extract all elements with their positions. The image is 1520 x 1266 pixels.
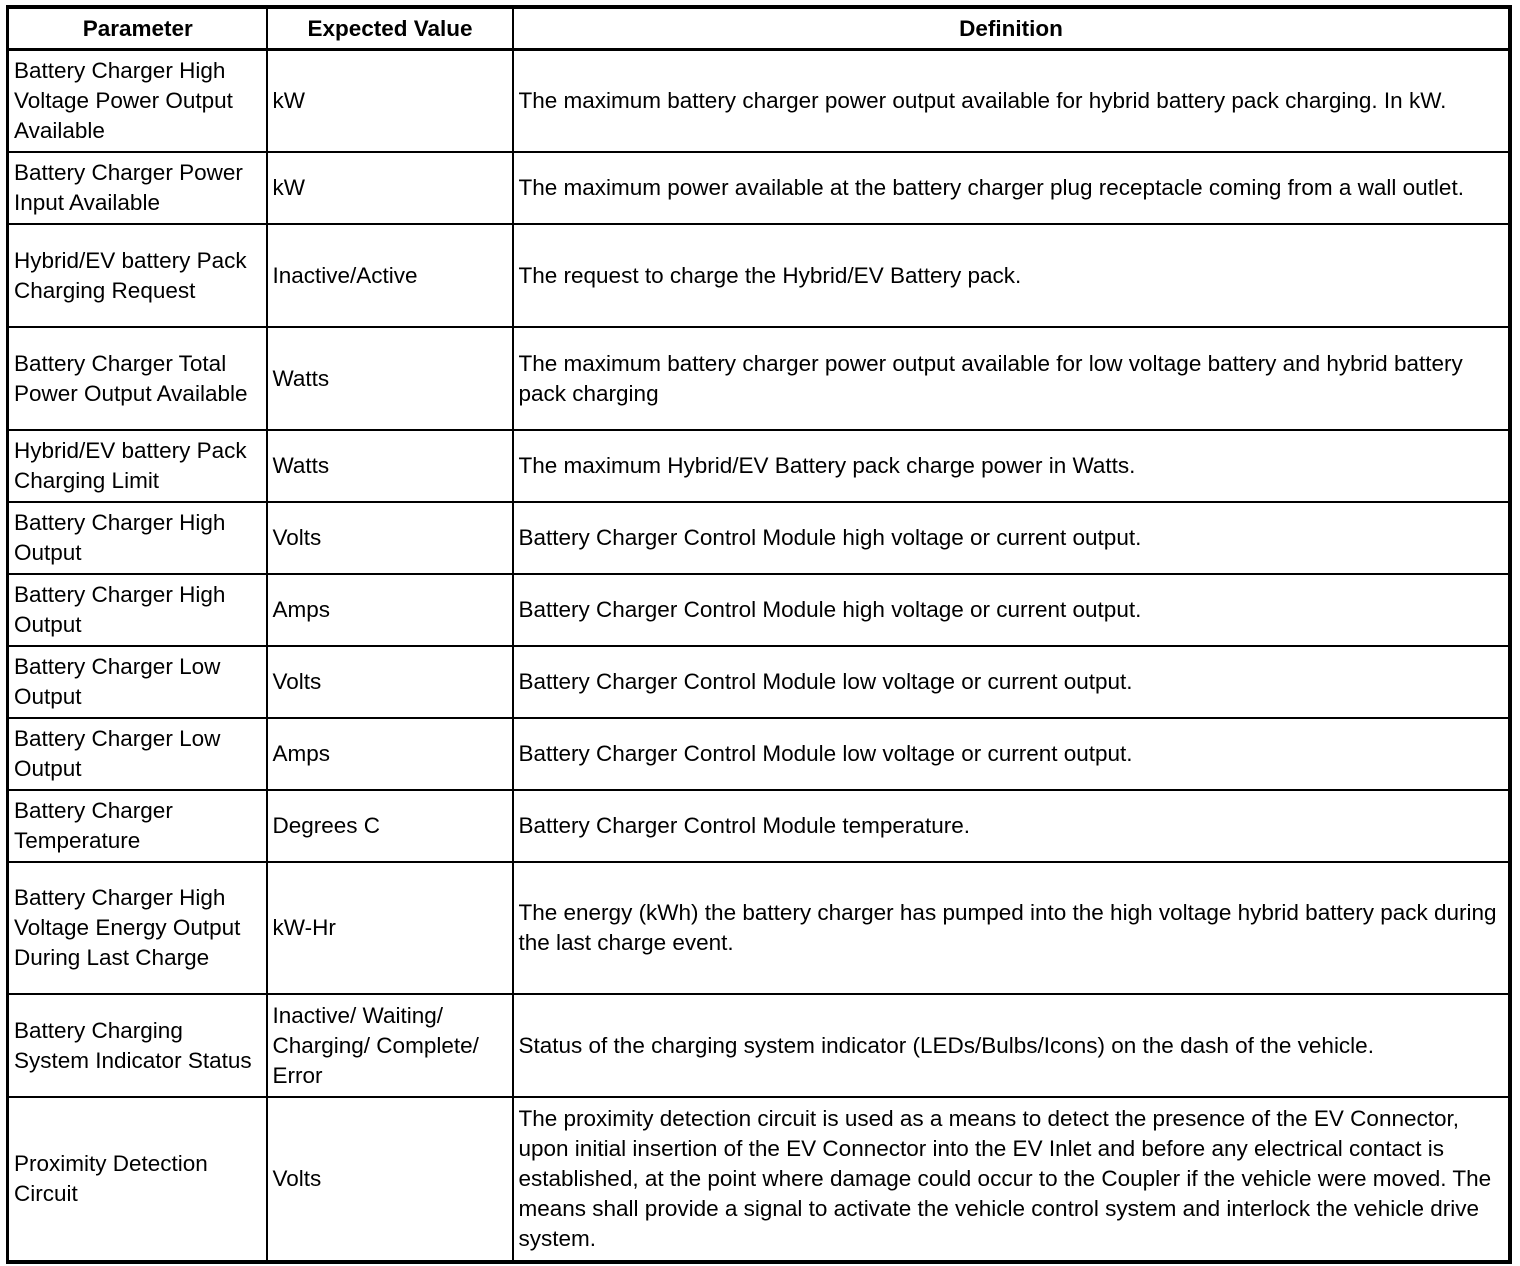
cell-expected-value: Volts: [267, 646, 513, 718]
cell-parameter: Proximity Detection Circuit: [8, 1097, 267, 1262]
cell-expected-value: Watts: [267, 430, 513, 502]
cell-parameter: Battery Charging System Indicator Status: [8, 994, 267, 1097]
table-row: [8, 994, 1510, 1097]
cell-parameter: Battery Charger High Voltage Power Output Available: [8, 50, 267, 153]
cell-expected-value: Inactive/ Waiting/ Charging/ Complete/ Error: [267, 994, 513, 1097]
table-row: [8, 646, 1510, 718]
cell-definition: Battery Charger Control Module low voltage or current output.: [513, 718, 1510, 790]
cell-parameter: Battery Charger Low Output: [8, 646, 267, 718]
cell-definition: Status of the charging system indicator (LEDs/Bulbs/Icons) on the dash of the vehicle.: [513, 994, 1510, 1097]
parameter-definition-table: [6, 5, 1512, 1264]
cell-parameter: Battery Charger Power Input Available: [8, 152, 267, 224]
cell-definition: The maximum battery charger power output available for low voltage battery and hybrid battery pack charging: [513, 327, 1510, 430]
table-row: [8, 718, 1510, 790]
cell-expected-value: Volts: [267, 502, 513, 574]
cell-expected-value: Volts: [267, 1097, 513, 1262]
cell-expected-value: kW: [267, 152, 513, 224]
cell-definition: Battery Charger Control Module high voltage or current output.: [513, 502, 1510, 574]
table-row: [8, 502, 1510, 574]
cell-expected-value: Inactive/Active: [267, 224, 513, 327]
cell-definition: Battery Charger Control Module high voltage or current output.: [513, 574, 1510, 646]
cell-expected-value: Amps: [267, 718, 513, 790]
cell-definition: Battery Charger Control Module low voltage or current output.: [513, 646, 1510, 718]
cell-parameter: Battery Charger Total Power Output Available: [8, 327, 267, 430]
cell-expected-value: Amps: [267, 574, 513, 646]
cell-parameter: Hybrid/EV battery Pack Charging Limit: [8, 430, 267, 502]
table-body: [8, 50, 1510, 1263]
table-row: [8, 50, 1510, 153]
cell-definition: The proximity detection circuit is used as a means to detect the presence of the EV Connector, upon initial insertion of the EV Connector into the EV Inlet and before any electrical contact is established, at the point where damage could occur to the Coupler if the vehicle were moved. The means shall provide a signal to activate the vehicle control system and interlock the vehicle drive system.: [513, 1097, 1510, 1262]
cell-parameter: Battery Charger Temperature: [8, 790, 267, 862]
table-header: [8, 7, 1510, 50]
cell-definition: The request to charge the Hybrid/EV Battery pack.: [513, 224, 1510, 327]
header-row: [8, 7, 1510, 50]
cell-parameter: Battery Charger High Output: [8, 574, 267, 646]
cell-expected-value: kW-Hr: [267, 862, 513, 994]
cell-expected-value: Degrees C: [267, 790, 513, 862]
header-expected-value: Expected Value: [267, 7, 513, 50]
cell-parameter: Battery Charger High Output: [8, 502, 267, 574]
header-parameter: Parameter: [8, 7, 267, 50]
cell-parameter: Hybrid/EV battery Pack Charging Request: [8, 224, 267, 327]
table-row: [8, 1097, 1510, 1262]
table-row: [8, 152, 1510, 224]
header-definition: Definition: [513, 7, 1510, 50]
table-row: [8, 224, 1510, 327]
cell-definition: The maximum Hybrid/EV Battery pack charge power in Watts.: [513, 430, 1510, 502]
cell-expected-value: kW: [267, 50, 513, 153]
cell-expected-value: Watts: [267, 327, 513, 430]
cell-definition: Battery Charger Control Module temperature.: [513, 790, 1510, 862]
table-row: [8, 790, 1510, 862]
cell-definition: The maximum battery charger power output available for hybrid battery pack charging. In kW.: [513, 50, 1510, 153]
table-row: [8, 327, 1510, 430]
cell-parameter: Battery Charger Low Output: [8, 718, 267, 790]
table-row: [8, 430, 1510, 502]
table-row: [8, 862, 1510, 994]
table-row: [8, 574, 1510, 646]
cell-parameter: Battery Charger High Voltage Energy Output During Last Charge: [8, 862, 267, 994]
cell-definition: The energy (kWh) the battery charger has pumped into the high voltage hybrid battery pack during the last charge event.: [513, 862, 1510, 994]
cell-definition: The maximum power available at the battery charger plug receptacle coming from a wall outlet.: [513, 152, 1510, 224]
